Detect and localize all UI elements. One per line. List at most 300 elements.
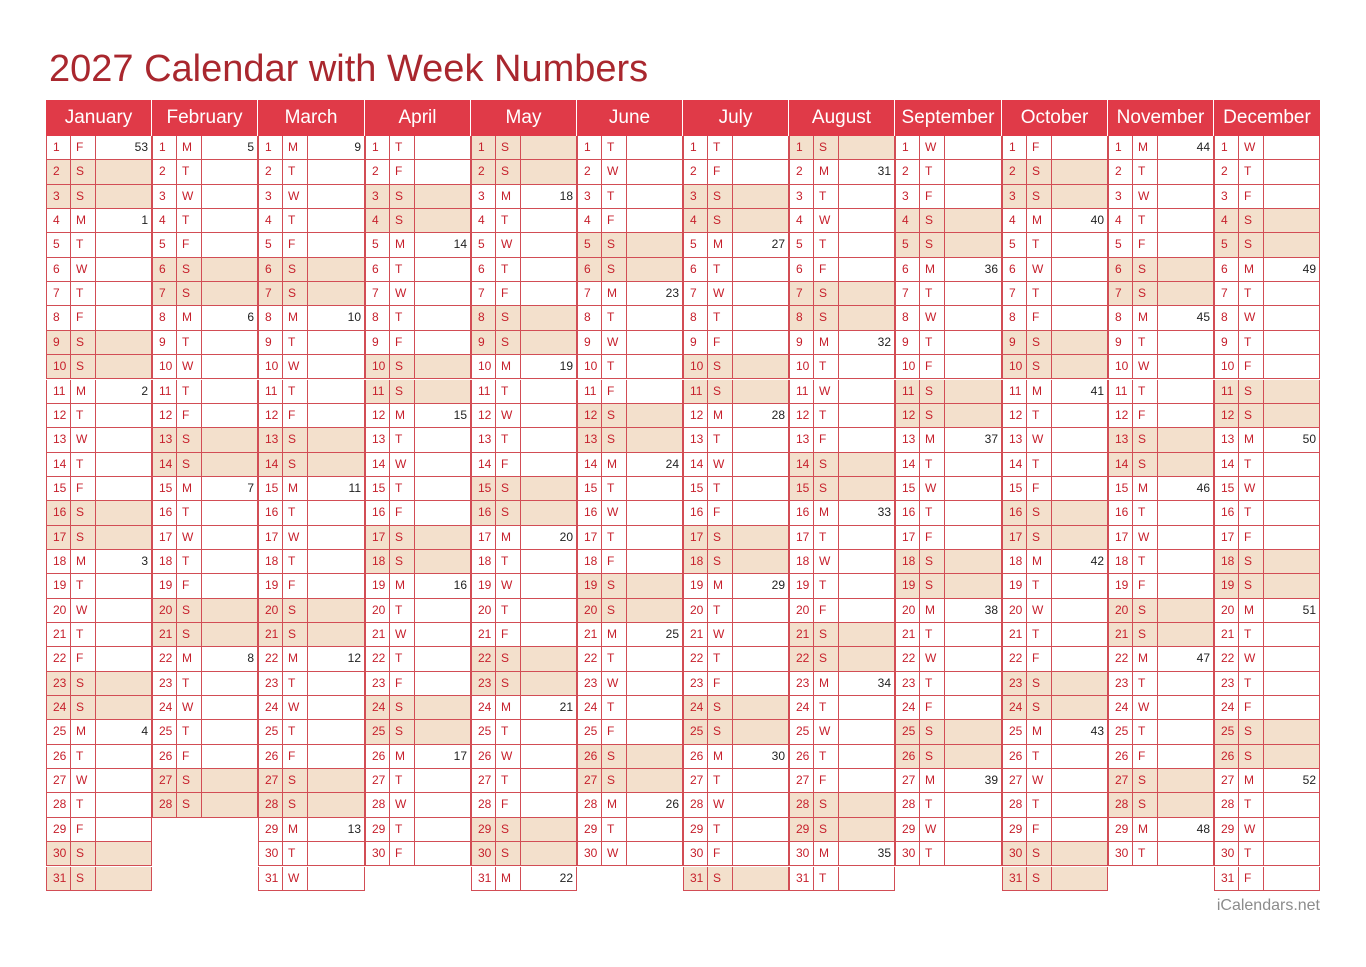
day-number: 25 xyxy=(47,720,71,743)
weekday-letter: T xyxy=(390,258,415,281)
weekday-letter: S xyxy=(177,258,202,281)
month-august xyxy=(789,100,895,892)
weekday-letter: S xyxy=(496,818,521,841)
day-row xyxy=(46,501,152,525)
day-number: 22 xyxy=(47,647,71,670)
day-row xyxy=(471,550,577,574)
weekday-letter: T xyxy=(708,428,733,451)
day-number: 20 xyxy=(47,599,71,622)
weekday-letter: T xyxy=(814,185,839,208)
day-row xyxy=(789,355,895,379)
day-number: 6 xyxy=(578,258,602,281)
day-row xyxy=(789,623,895,647)
day-row xyxy=(789,428,895,452)
day-row xyxy=(471,355,577,379)
day-number: 24 xyxy=(47,696,71,719)
day-row xyxy=(1108,599,1214,623)
day-row xyxy=(1214,282,1320,306)
weekday-letter: F xyxy=(708,672,733,695)
weekday-letter: W xyxy=(1239,136,1264,159)
day-number: 5 xyxy=(896,233,920,256)
week-number: 15 xyxy=(453,407,467,422)
day-row xyxy=(365,745,471,769)
day-number: 7 xyxy=(1003,282,1027,305)
day-number: 31 xyxy=(684,867,708,890)
day-row xyxy=(895,160,1002,184)
weekday-letter: T xyxy=(177,209,202,232)
week-number: 37 xyxy=(984,432,998,447)
weekday-letter: S xyxy=(602,599,627,622)
week-number: 33 xyxy=(877,505,891,520)
weekday-letter: W xyxy=(814,209,839,232)
weekday-letter: F xyxy=(814,599,839,622)
day-row xyxy=(577,282,683,306)
day-row xyxy=(1108,331,1214,355)
day-row xyxy=(258,306,365,330)
weekday-letter: F xyxy=(1027,477,1052,500)
day-row xyxy=(1108,647,1214,671)
day-number: 28 xyxy=(684,793,708,816)
day-row xyxy=(577,842,683,866)
day-number: 4 xyxy=(47,209,71,232)
week-number: 43 xyxy=(1090,724,1104,739)
day-number: 1 xyxy=(366,136,390,159)
day-row xyxy=(152,404,258,428)
day-row xyxy=(1214,769,1320,793)
day-number: 15 xyxy=(153,477,177,500)
weekday-letter: S xyxy=(283,282,308,305)
weekday-letter: S xyxy=(71,842,96,865)
weekday-letter: M xyxy=(177,477,202,500)
day-row xyxy=(895,696,1002,720)
weekday-letter: S xyxy=(920,720,945,743)
day-row xyxy=(1214,380,1320,404)
weekday-letter: S xyxy=(496,672,521,695)
week-number: 2 xyxy=(141,383,148,398)
weekday-letter: F xyxy=(390,331,415,354)
day-row xyxy=(258,818,365,842)
day-number: 9 xyxy=(896,331,920,354)
weekday-letter: T xyxy=(814,355,839,378)
weekday-letter: W xyxy=(708,453,733,476)
day-row xyxy=(683,501,789,525)
day-number: 16 xyxy=(1109,501,1133,524)
day-number: 27 xyxy=(153,769,177,792)
day-number: 20 xyxy=(259,599,283,622)
day-row xyxy=(258,672,365,696)
day-number: 10 xyxy=(153,355,177,378)
day-number: 16 xyxy=(578,501,602,524)
weekday-letter: T xyxy=(1027,623,1052,646)
day-row xyxy=(365,306,471,330)
day-row xyxy=(577,696,683,720)
day-row xyxy=(152,453,258,477)
day-row xyxy=(258,404,365,428)
day-number: 10 xyxy=(1109,355,1133,378)
day-number: 23 xyxy=(1003,672,1027,695)
day-number: 9 xyxy=(153,331,177,354)
day-number: 16 xyxy=(47,501,71,524)
day-row xyxy=(365,696,471,720)
day-row xyxy=(895,793,1002,817)
month-june xyxy=(577,100,683,892)
day-number: 2 xyxy=(1215,160,1239,183)
day-number: 4 xyxy=(259,209,283,232)
day-number: 9 xyxy=(366,331,390,354)
weekday-letter: M xyxy=(1133,477,1158,500)
day-row xyxy=(1214,160,1320,184)
day-number: 3 xyxy=(578,185,602,208)
weekday-letter: M xyxy=(814,672,839,695)
day-row xyxy=(152,599,258,623)
day-row xyxy=(1108,306,1214,330)
weekday-letter: T xyxy=(1027,793,1052,816)
month-header: May xyxy=(471,100,577,136)
weekday-letter: T xyxy=(390,818,415,841)
day-number: 7 xyxy=(578,282,602,305)
weekday-letter: S xyxy=(283,453,308,476)
week-number: 28 xyxy=(771,407,785,422)
weekday-letter: T xyxy=(390,769,415,792)
day-number: 29 xyxy=(1215,818,1239,841)
weekday-letter: M xyxy=(71,380,96,403)
day-number: 19 xyxy=(1109,574,1133,597)
week-number: 23 xyxy=(665,286,679,301)
weekday-letter: T xyxy=(177,501,202,524)
weekday-letter: S xyxy=(71,160,96,183)
week-number: 41 xyxy=(1090,383,1104,398)
weekday-letter: S xyxy=(1239,550,1264,573)
day-number: 12 xyxy=(47,404,71,427)
day-row xyxy=(1214,185,1320,209)
day-row xyxy=(1108,793,1214,817)
day-number: 31 xyxy=(790,867,814,890)
day-row xyxy=(895,818,1002,842)
day-number: 7 xyxy=(684,282,708,305)
weekday-letter: F xyxy=(920,696,945,719)
week-number: 40 xyxy=(1090,213,1104,228)
day-row xyxy=(365,720,471,744)
day-number: 12 xyxy=(684,404,708,427)
weekday-letter: T xyxy=(814,745,839,768)
day-number: 16 xyxy=(259,501,283,524)
day-number: 10 xyxy=(1003,355,1027,378)
day-row xyxy=(1002,842,1108,866)
weekday-letter: T xyxy=(71,793,96,816)
weekday-letter: S xyxy=(71,331,96,354)
day-number: 15 xyxy=(684,477,708,500)
day-row xyxy=(789,282,895,306)
day-row xyxy=(46,160,152,184)
weekday-letter: S xyxy=(708,380,733,403)
day-number: 23 xyxy=(896,672,920,695)
weekday-letter: S xyxy=(1239,745,1264,768)
day-number: 28 xyxy=(1215,793,1239,816)
weekday-letter: F xyxy=(1239,696,1264,719)
day-row xyxy=(577,331,683,355)
weekday-letter: W xyxy=(1027,258,1052,281)
day-row xyxy=(365,380,471,404)
day-row xyxy=(471,867,577,891)
weekday-letter: W xyxy=(920,306,945,329)
day-row xyxy=(789,331,895,355)
day-row xyxy=(577,306,683,330)
day-row xyxy=(1108,160,1214,184)
weekday-letter: M xyxy=(283,647,308,670)
day-number: 29 xyxy=(578,818,602,841)
weekday-letter: T xyxy=(920,623,945,646)
weekday-letter: S xyxy=(283,623,308,646)
day-number: 24 xyxy=(259,696,283,719)
day-row xyxy=(258,867,365,891)
day-row xyxy=(789,672,895,696)
day-row xyxy=(577,793,683,817)
week-number: 32 xyxy=(877,334,891,349)
day-number: 15 xyxy=(1109,477,1133,500)
weekday-letter: W xyxy=(496,233,521,256)
day-number: 12 xyxy=(790,404,814,427)
day-number: 20 xyxy=(684,599,708,622)
weekday-letter: W xyxy=(283,526,308,549)
day-number: 20 xyxy=(790,599,814,622)
day-row xyxy=(152,672,258,696)
day-number: 14 xyxy=(1003,453,1027,476)
weekday-letter: T xyxy=(390,477,415,500)
day-number: 10 xyxy=(47,355,71,378)
day-row xyxy=(683,209,789,233)
weekday-letter: M xyxy=(1239,428,1264,451)
day-row xyxy=(577,209,683,233)
weekday-letter: F xyxy=(1239,185,1264,208)
day-number: 3 xyxy=(47,185,71,208)
day-row xyxy=(1002,769,1108,793)
day-number: 15 xyxy=(1003,477,1027,500)
day-row xyxy=(577,599,683,623)
day-number: 22 xyxy=(1109,647,1133,670)
day-row xyxy=(471,185,577,209)
day-row xyxy=(895,574,1002,598)
day-number: 31 xyxy=(1215,867,1239,890)
weekday-letter: S xyxy=(177,453,202,476)
day-row xyxy=(789,842,895,866)
day-row xyxy=(789,550,895,574)
day-row xyxy=(1108,745,1214,769)
day-row xyxy=(46,769,152,793)
day-row xyxy=(1002,745,1108,769)
day-row xyxy=(471,453,577,477)
weekday-letter: T xyxy=(814,404,839,427)
day-number: 20 xyxy=(1109,599,1133,622)
day-row xyxy=(895,647,1002,671)
day-number: 26 xyxy=(153,745,177,768)
weekday-letter: S xyxy=(283,258,308,281)
day-row xyxy=(789,696,895,720)
day-number: 22 xyxy=(578,647,602,670)
weekday-letter: T xyxy=(814,867,839,890)
weekday-letter: F xyxy=(814,258,839,281)
day-row xyxy=(789,574,895,598)
day-number: 14 xyxy=(153,453,177,476)
day-number: 21 xyxy=(1003,623,1027,646)
weekday-letter: S xyxy=(1027,160,1052,183)
week-number: 30 xyxy=(771,748,785,763)
weekday-letter: F xyxy=(283,574,308,597)
day-row xyxy=(683,136,789,160)
weekday-letter: F xyxy=(1133,404,1158,427)
day-row xyxy=(365,355,471,379)
day-number: 4 xyxy=(1109,209,1133,232)
weekday-letter: W xyxy=(708,793,733,816)
weekday-letter: T xyxy=(283,209,308,232)
weekday-letter: M xyxy=(496,526,521,549)
day-row xyxy=(895,745,1002,769)
day-number: 29 xyxy=(1003,818,1027,841)
day-number: 14 xyxy=(1109,453,1133,476)
weekday-letter: S xyxy=(814,818,839,841)
weekday-letter: S xyxy=(71,526,96,549)
page-title: 2027 Calendar with Week Numbers xyxy=(49,48,649,90)
day-number: 18 xyxy=(153,550,177,573)
month-header: April xyxy=(365,100,471,136)
day-row xyxy=(365,550,471,574)
day-number: 6 xyxy=(1215,258,1239,281)
weekday-letter: W xyxy=(1239,647,1264,670)
day-number: 15 xyxy=(472,477,496,500)
weekday-letter: T xyxy=(1133,331,1158,354)
month-header: February xyxy=(152,100,258,136)
weekday-letter: F xyxy=(708,842,733,865)
day-number: 16 xyxy=(1003,501,1027,524)
weekday-letter: S xyxy=(1133,258,1158,281)
day-row xyxy=(258,355,365,379)
day-row xyxy=(46,696,152,720)
weekday-letter: T xyxy=(496,769,521,792)
day-row xyxy=(683,745,789,769)
day-row xyxy=(789,185,895,209)
weekday-letter: F xyxy=(708,501,733,524)
day-number: 28 xyxy=(153,793,177,816)
day-number: 27 xyxy=(1003,769,1027,792)
weekday-letter: M xyxy=(602,623,627,646)
day-row xyxy=(471,136,577,160)
day-row xyxy=(683,258,789,282)
day-row xyxy=(683,842,789,866)
day-row xyxy=(152,526,258,550)
weekday-letter: F xyxy=(920,185,945,208)
day-row xyxy=(1214,501,1320,525)
day-row xyxy=(46,477,152,501)
day-row xyxy=(471,428,577,452)
day-number: 10 xyxy=(366,355,390,378)
day-row xyxy=(258,550,365,574)
day-row xyxy=(471,696,577,720)
day-number: 23 xyxy=(366,672,390,695)
weekday-letter: M xyxy=(1027,720,1052,743)
weekday-letter: T xyxy=(1239,501,1264,524)
weekday-letter: F xyxy=(1133,233,1158,256)
day-row xyxy=(577,477,683,501)
day-number: 30 xyxy=(1215,842,1239,865)
day-row xyxy=(1108,842,1214,866)
day-row xyxy=(1214,599,1320,623)
weekday-letter: F xyxy=(920,526,945,549)
weekday-letter: T xyxy=(71,574,96,597)
week-number: 7 xyxy=(247,480,254,495)
weekday-letter: T xyxy=(71,745,96,768)
weekday-letter: F xyxy=(814,428,839,451)
day-row xyxy=(258,574,365,598)
day-row xyxy=(46,233,152,257)
day-row xyxy=(789,380,895,404)
weekday-letter: T xyxy=(1239,453,1264,476)
day-number: 21 xyxy=(684,623,708,646)
day-row xyxy=(789,647,895,671)
weekday-letter: S xyxy=(283,599,308,622)
weekday-letter: F xyxy=(71,136,96,159)
weekday-letter: S xyxy=(1027,331,1052,354)
day-number: 9 xyxy=(684,331,708,354)
day-row xyxy=(683,793,789,817)
day-number: 8 xyxy=(578,306,602,329)
day-number: 15 xyxy=(47,477,71,500)
weekday-letter: T xyxy=(283,331,308,354)
day-number: 8 xyxy=(790,306,814,329)
day-number: 24 xyxy=(1003,696,1027,719)
day-number: 8 xyxy=(896,306,920,329)
day-row xyxy=(1214,404,1320,428)
weekday-letter: S xyxy=(1239,404,1264,427)
day-row xyxy=(577,160,683,184)
day-number: 8 xyxy=(259,306,283,329)
day-row xyxy=(683,647,789,671)
weekday-letter: F xyxy=(390,842,415,865)
day-number: 22 xyxy=(472,647,496,670)
day-row xyxy=(1214,623,1320,647)
day-number: 4 xyxy=(1215,209,1239,232)
month-may xyxy=(471,100,577,892)
day-row xyxy=(1108,672,1214,696)
day-row xyxy=(258,623,365,647)
weekday-letter: S xyxy=(708,355,733,378)
weekday-letter: W xyxy=(496,574,521,597)
day-number: 4 xyxy=(153,209,177,232)
month-header: September xyxy=(895,100,1002,136)
day-row xyxy=(365,136,471,160)
weekday-letter: F xyxy=(390,672,415,695)
day-number: 22 xyxy=(153,647,177,670)
weekday-letter: T xyxy=(1133,501,1158,524)
day-row xyxy=(1002,526,1108,550)
weekday-letter: S xyxy=(177,282,202,305)
day-row xyxy=(1108,404,1214,428)
day-row xyxy=(1108,380,1214,404)
day-row xyxy=(46,282,152,306)
day-number: 9 xyxy=(472,331,496,354)
day-number: 6 xyxy=(259,258,283,281)
weekday-letter: S xyxy=(390,696,415,719)
day-row xyxy=(1002,331,1108,355)
day-number: 26 xyxy=(684,745,708,768)
day-number: 27 xyxy=(790,769,814,792)
day-number: 24 xyxy=(896,696,920,719)
day-row xyxy=(683,696,789,720)
day-row xyxy=(365,160,471,184)
day-number: 24 xyxy=(1109,696,1133,719)
day-row xyxy=(1002,355,1108,379)
day-number: 12 xyxy=(1003,404,1027,427)
weekday-letter: T xyxy=(1133,209,1158,232)
day-row xyxy=(152,282,258,306)
